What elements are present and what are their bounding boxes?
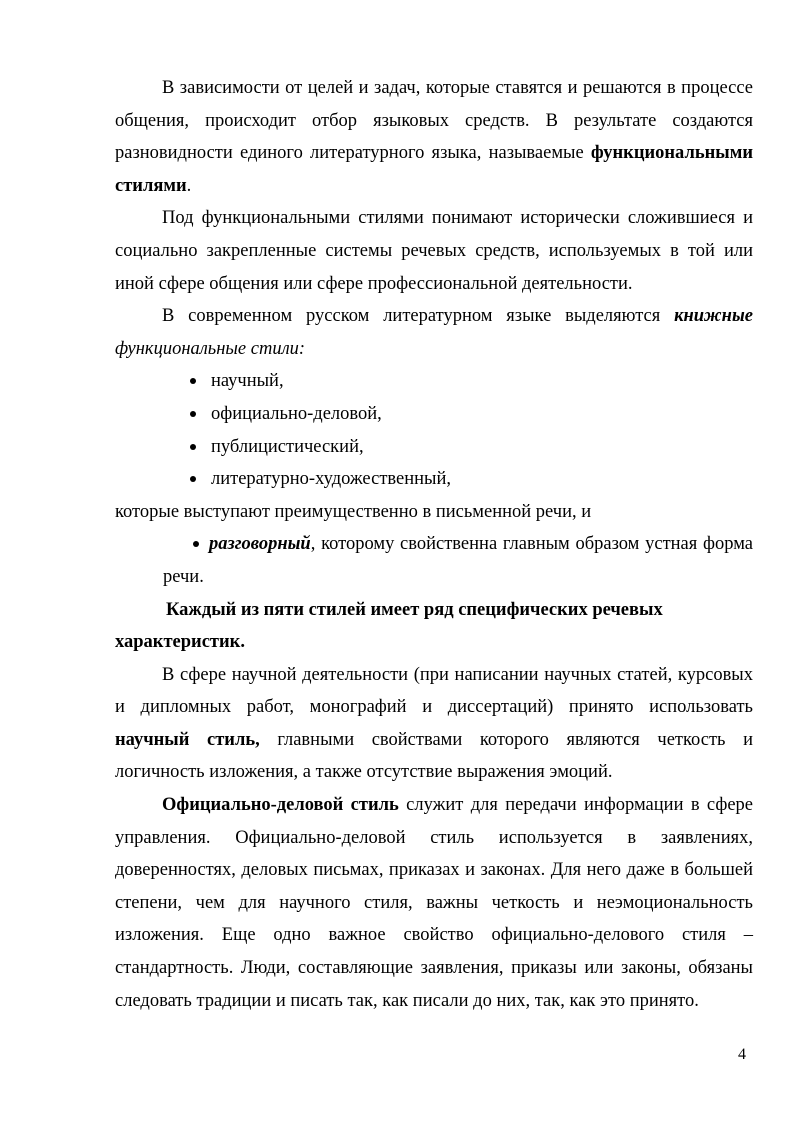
paragraph-official-style: [115, 789, 753, 1017]
paragraph-text: служит для передачи информации в сфере управления. Официально-деловой стиль используется в заявлениях, доверенностях, деловых письмах, приказах и законах. Для него даже в большей степени, чем для научного стиля, важны четкость и неэмоциональность изложения. Еще одно важное свойство официально-делового стиля – стандартность. Люди, составляющие заявления, приказы или законы, обязаны следовать традиции и писать так, как писали до них, так, как это принято.: [115, 795, 753, 1011]
section-heading-line-1: Каждый из пяти стилей имеет ряд специфических речевых: [166, 599, 663, 620]
term-book: книжные: [674, 306, 753, 327]
paragraph-text: В современном русском литературном языке выделяются: [162, 306, 675, 327]
colloquial-style-text: [163, 528, 753, 593]
paragraph-book-styles-intro: [115, 300, 753, 365]
list-item: официально-деловой,: [187, 398, 753, 431]
term-functional-styles-italic: функциональные стили:: [115, 338, 306, 359]
paragraph-functional-styles-intro: [115, 72, 753, 202]
paragraph-text-end: главными свойствами которого являются четкость и логичность изложения, а также отсутствие выражения эмоций.: [115, 729, 753, 783]
paragraph-text-end: .: [186, 175, 192, 196]
list-item: научный,: [187, 365, 753, 398]
colloquial-style-item: [115, 528, 753, 593]
term-colloquial: разговорный: [209, 534, 311, 555]
book-styles-list: [115, 365, 753, 495]
list-item: публицистический,: [187, 431, 753, 464]
section-heading-line-2: характеристик.: [115, 632, 245, 653]
paragraph-text: , которому свойственна главным образом устная форма речи.: [163, 534, 753, 587]
paragraph-text: Под функциональными стилями понимают исторически сложившиеся и социально закрепленные системы речевых средств, используемых в той или иной сфере общения или сфере профессиональной деятельности.: [115, 208, 753, 294]
paragraph-definition: [115, 202, 753, 300]
list-item: литературно-художественный,: [187, 463, 753, 496]
paragraph-written-speech: [115, 496, 753, 529]
term-scientific-style: научный стиль,: [115, 729, 260, 750]
term-official-style: Официально-деловой стиль: [162, 795, 399, 816]
paragraph-text: которые выступают преимущественно в письменной речи, и: [115, 501, 592, 522]
page-number: 4: [738, 1046, 746, 1063]
document-page: [115, 72, 753, 1017]
paragraph-text: В сфере научной деятельности (при написании научных статей, курсовых и дипломных работ, монографий и диссертаций) принято использовать: [115, 664, 753, 718]
paragraph-text: В зависимости от целей и задач, которые ставятся и решаются в процессе общения, происходит отбор языковых средств. В результате создаются разновидности единого литературного языка, называемые: [115, 78, 753, 164]
term-functional-styles: функциональными стилями: [115, 143, 753, 196]
paragraph-scientific-style: [115, 659, 753, 789]
